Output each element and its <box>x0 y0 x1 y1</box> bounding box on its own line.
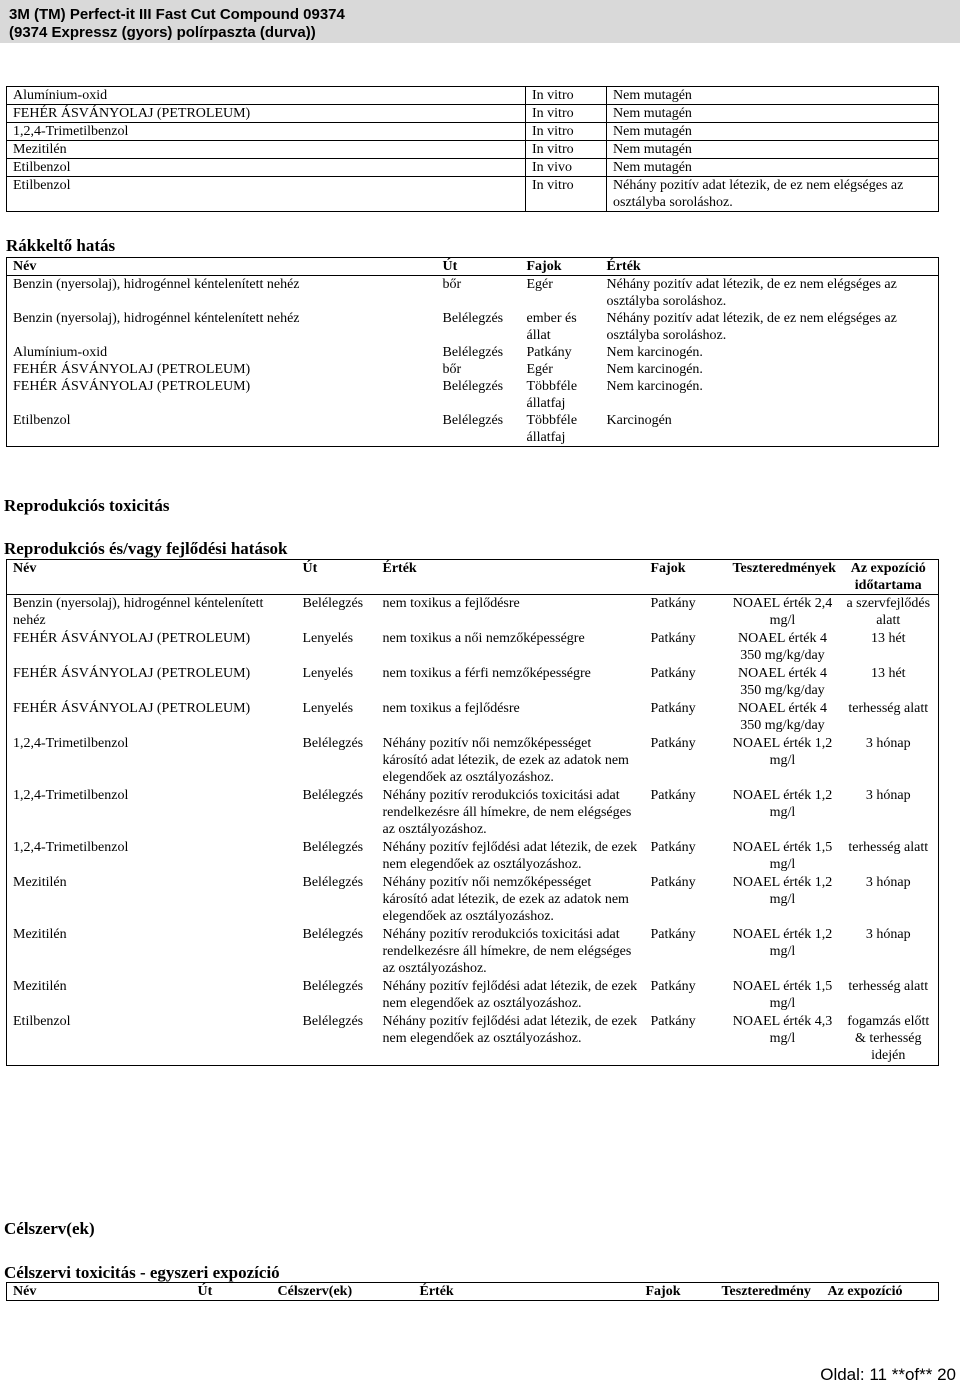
substance-name: Etilbenzol <box>13 1014 71 1029</box>
repro-row <box>7 874 939 926</box>
result-value: nem toxikus a férfi nemzőképességre <box>382 666 591 681</box>
substance-name: Etilbenzol <box>7 159 526 177</box>
substance-name: Alumínium-oxid <box>13 345 108 360</box>
repro-title: Reprodukciós toxicitás <box>4 496 170 515</box>
carcinogen-header-row <box>7 258 939 276</box>
species: Patkány <box>650 927 696 942</box>
species: Patkány <box>650 631 696 646</box>
test-result: NOAEL érték 4 350 mg/kg/day <box>738 701 827 733</box>
mutagen-row <box>7 87 939 105</box>
repro-row <box>7 926 939 978</box>
species: Többféle állatfaj <box>526 379 578 411</box>
repro-row <box>7 700 939 735</box>
result-value: Nem mutagén <box>607 123 939 141</box>
substance-name: 1,2,4-Trimetilbenzol <box>13 788 129 803</box>
result-value: Néhány pozitív adat létezik, de ez nem elégséges az osztályba soroláshoz. <box>606 311 897 343</box>
test-route: In vitro <box>526 123 607 141</box>
result-value: Néhány pozitív adat létezik, de ez nem elégséges az osztályba soroláshoz. <box>607 177 939 212</box>
substance-name: Mezitilén <box>13 979 67 994</box>
result-value: Néhány pozitív női nemzőképességet károsító adat létezik, de ezek az adatok nem elegendőek az osztályozáshoz. <box>382 736 629 785</box>
mutagen-row <box>7 141 939 159</box>
species: Patkány <box>650 596 696 611</box>
exposure-duration: terhesség alatt <box>848 840 929 855</box>
exposure-route: Lenyelés <box>302 666 354 681</box>
species: Patkány <box>650 875 696 890</box>
exposure-route: bőr <box>442 277 462 292</box>
carcinogen-title: Rákkeltő hatás <box>6 236 116 255</box>
substance-name: FEHÉR ÁSVÁNYOLAJ (PETROLEUM) <box>7 105 526 123</box>
test-route: In vitro <box>526 87 607 105</box>
mutagenicity-table <box>6 86 939 212</box>
mutagen-row <box>7 159 939 177</box>
species: Patkány <box>650 666 696 681</box>
route-header: Út <box>437 258 521 276</box>
repro-row <box>7 595 939 631</box>
value-header: Érték <box>377 560 645 595</box>
substance-name: 1,2,4-Trimetilbenzol <box>13 840 129 855</box>
route-header: Út <box>297 560 377 595</box>
exposure-route: Belélegzés <box>302 875 364 890</box>
exposure-route: Belélegzés <box>302 736 364 751</box>
exposure-duration: fogamzás előtt & terhesség idején <box>847 1014 930 1063</box>
page-footer: Oldal: 11 **of** 20 <box>820 1365 956 1384</box>
test-route: In vitro <box>526 177 607 212</box>
result-header: Teszteredmények <box>727 560 839 595</box>
test-route: In vitro <box>526 105 607 123</box>
repro-row <box>7 665 939 700</box>
result-header: Teszteredmény <box>716 1283 822 1301</box>
substance-name: Etilbenzol <box>7 177 526 212</box>
organ-header: Célszerv(ek) <box>272 1283 414 1301</box>
test-result: NOAEL érték 4,3 mg/l <box>732 1014 833 1046</box>
exposure-duration: terhesség alatt <box>848 979 929 994</box>
test-result: NOAEL érték 4 350 mg/kg/day <box>738 666 827 698</box>
result-value: nem toxikus a fejlődésre <box>382 701 520 716</box>
repro-row <box>7 735 939 787</box>
substance-name: 1,2,4-Trimetilbenzol <box>7 123 526 141</box>
repro-row <box>7 1013 939 1066</box>
result-value: Néhány pozitív fejlődési adat létezik, de ezek nem elegendőek az osztályozáshoz. <box>382 840 638 872</box>
substance-name: FEHÉR ÁSVÁNYOLAJ (PETROLEUM) <box>13 362 251 377</box>
route-header: Út <box>192 1283 272 1301</box>
species-header: Fajok <box>521 258 601 276</box>
target-subtitle: Célszervi toxicitás - egyszeri expozíció <box>4 1263 280 1282</box>
name-header: Név <box>7 560 297 595</box>
test-result: NOAEL érték 1,2 mg/l <box>732 875 833 907</box>
test-result: NOAEL érték 2,4 mg/l <box>732 596 833 628</box>
target-title: Célszerv(ek) <box>4 1219 95 1238</box>
value-header: Érték <box>601 258 939 276</box>
result-value: Nem karcinogén. <box>606 379 703 394</box>
substance-name: Benzin (nyersolaj), hidrogénnel kéntelenített nehéz <box>13 596 264 628</box>
result-value: Nem mutagén <box>607 159 939 177</box>
result-value: nem toxikus a fejlődésre <box>382 596 520 611</box>
species: Patkány <box>650 701 696 716</box>
species-header: Fajok <box>640 1283 716 1301</box>
result-value: Karcinogén <box>606 413 672 428</box>
test-result: NOAEL érték 1,5 mg/l <box>732 840 833 872</box>
mutagen-row <box>7 177 939 212</box>
substance-name: Mezitilén <box>13 927 67 942</box>
name-header: Név <box>7 258 437 276</box>
carcinogen-row <box>7 276 939 311</box>
duration-header: Az expozíció időtartama <box>839 560 939 595</box>
repro-row <box>7 787 939 839</box>
test-result: NOAEL érték 4 350 mg/kg/day <box>738 631 827 663</box>
carcinogen-row <box>7 361 939 378</box>
substance-name: Benzin (nyersolaj), hidrogénnel kéntelenített nehéz <box>13 311 300 326</box>
test-route: In vivo <box>526 159 607 177</box>
exposure-route: Lenyelés <box>302 701 354 716</box>
exposure-route: bőr <box>442 362 462 377</box>
result-value: Néhány pozitív rerodukciós toxicitási adat rendelkezésre áll hímekre, de nem elégséges az osztályozáshoz. <box>382 927 632 976</box>
species: Egér <box>526 277 553 292</box>
exposure-route: Belélegzés <box>442 413 504 428</box>
result-value: Nem karcinogén. <box>606 345 703 360</box>
repro-subtitle: Reprodukciós és/vagy fejlődési hatások <box>4 539 288 558</box>
exposure-duration: 13 hét <box>870 631 906 646</box>
substance-name: Alumínium-oxid <box>7 87 526 105</box>
species: Patkány <box>650 979 696 994</box>
product-subtitle: (9374 Expressz (gyors) polírpaszta (durva)) <box>9 24 316 41</box>
result-value: Néhány pozitív rerodukciós toxicitási adat rendelkezésre áll hímekre, de nem elégséges az osztályozáshoz. <box>382 788 632 837</box>
repro-row <box>7 978 939 1013</box>
species: Patkány <box>650 1014 696 1029</box>
exposure-duration: 3 hónap <box>865 736 911 751</box>
carcinogen-row <box>7 310 939 344</box>
species: Egér <box>526 362 553 377</box>
exposure-route: Belélegzés <box>302 788 364 803</box>
carcinogen-table <box>6 257 939 447</box>
exposure-duration: 3 hónap <box>865 875 911 890</box>
mutagen-row <box>7 105 939 123</box>
species: Patkány <box>526 345 572 360</box>
test-result: NOAEL érték 1,2 mg/l <box>732 736 833 768</box>
repro-row <box>7 630 939 665</box>
species: Többféle állatfaj <box>526 413 578 445</box>
exposure-route: Lenyelés <box>302 631 354 646</box>
document-header <box>0 0 960 43</box>
species: ember és állat <box>526 311 577 343</box>
exposure-route: Belélegzés <box>442 345 504 360</box>
repro-header-row <box>7 560 939 595</box>
species-header: Fajok <box>645 560 727 595</box>
test-result: NOAEL érték 1,2 mg/l <box>732 927 833 959</box>
substance-name: FEHÉR ÁSVÁNYOLAJ (PETROLEUM) <box>13 666 251 681</box>
exposure-duration: 13 hét <box>870 666 906 681</box>
substance-name: 1,2,4-Trimetilbenzol <box>13 736 129 751</box>
repro-table <box>6 559 939 1066</box>
carcinogen-row <box>7 378 939 412</box>
exposure-route: Belélegzés <box>302 1014 364 1029</box>
test-result: NOAEL érték 1,2 mg/l <box>732 788 833 820</box>
species: Patkány <box>650 788 696 803</box>
exposure-route: Belélegzés <box>302 596 364 611</box>
species: Patkány <box>650 736 696 751</box>
exposure-duration: a szervfejlődés alatt <box>846 596 931 628</box>
species: Patkány <box>650 840 696 855</box>
target-header-row <box>7 1283 939 1301</box>
name-header: Név <box>7 1283 192 1301</box>
exposure-route: Belélegzés <box>302 927 364 942</box>
carcinogen-row <box>7 344 939 361</box>
substance-name: FEHÉR ÁSVÁNYOLAJ (PETROLEUM) <box>13 701 251 716</box>
exposure-route: Belélegzés <box>442 311 504 326</box>
substance-name: Mezitilén <box>7 141 526 159</box>
substance-name: FEHÉR ÁSVÁNYOLAJ (PETROLEUM) <box>13 631 251 646</box>
product-title: 3M (TM) Perfect-it III Fast Cut Compound 09374 <box>9 6 345 23</box>
result-value: Néhány pozitív fejlődési adat létezik, de ezek nem elegendőek az osztályozáshoz. <box>382 979 638 1011</box>
test-route: In vitro <box>526 141 607 159</box>
result-value: Nem karcinogén. <box>606 362 703 377</box>
target-table <box>6 1282 939 1301</box>
test-result: NOAEL érték 1,5 mg/l <box>732 979 833 1011</box>
substance-name: Mezitilén <box>13 875 67 890</box>
result-value: Néhány pozitív női nemzőképességet károsító adat létezik, de ezek az adatok nem elegendőek az osztályozáshoz. <box>382 875 629 924</box>
result-value: Nem mutagén <box>607 141 939 159</box>
result-value: Nem mutagén <box>607 105 939 123</box>
result-value: Néhány pozitív fejlődési adat létezik, de ezek nem elegendőek az osztályozáshoz. <box>382 1014 638 1046</box>
carcinogen-row <box>7 412 939 447</box>
exposure-route: Belélegzés <box>302 840 364 855</box>
result-value: Néhány pozitív adat létezik, de ez nem elégséges az osztályba soroláshoz. <box>606 277 897 309</box>
duration-header: Az expozíció <box>822 1283 939 1301</box>
mutagen-row <box>7 123 939 141</box>
result-value: Nem mutagén <box>607 87 939 105</box>
exposure-duration: terhesség alatt <box>848 701 929 716</box>
value-header: Érték <box>414 1283 640 1301</box>
exposure-duration: 3 hónap <box>865 788 911 803</box>
substance-name: Benzin (nyersolaj), hidrogénnel kéntelenített nehéz <box>13 277 300 292</box>
exposure-duration: 3 hónap <box>865 927 911 942</box>
repro-row <box>7 839 939 874</box>
substance-name: Etilbenzol <box>13 413 71 428</box>
exposure-route: Belélegzés <box>302 979 364 994</box>
exposure-route: Belélegzés <box>442 379 504 394</box>
result-value: nem toxikus a női nemzőképességre <box>382 631 585 646</box>
substance-name: FEHÉR ÁSVÁNYOLAJ (PETROLEUM) <box>13 379 251 394</box>
